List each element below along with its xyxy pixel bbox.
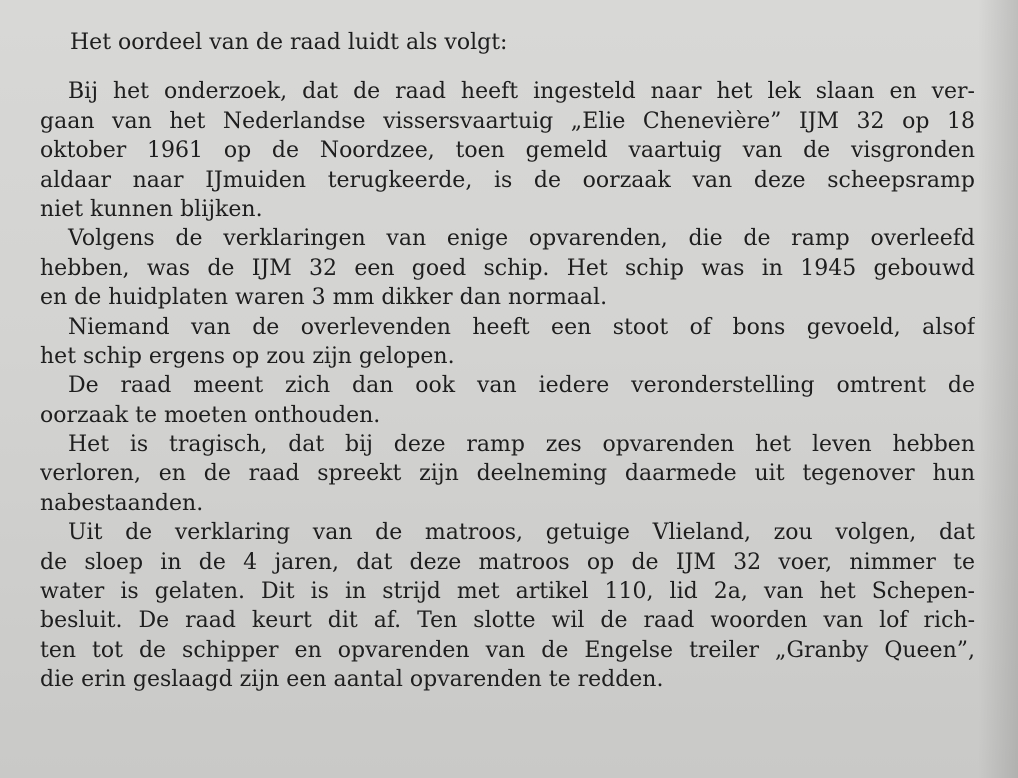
document-body [40,28,975,695]
paragraph-line: Het is tragisch, dat bij deze ramp zes opvarenden het leven hebben [68,432,975,458]
paragraph-line: niet kunnen blijken. [40,196,263,222]
paragraph-line: de sloep in de 4 jaren, dat deze matroos op de IJM 32 voer, nimmer te [40,549,975,575]
paragraph-line: verloren, en de raad spreekt zijn deelneming daarmede uit tegenover hun [40,461,975,487]
paragraph-line: oorzaak te moeten onthouden. [40,402,381,428]
document-heading: Het oordeel van de raad luidt als volgt: [70,30,508,55]
paragraph [40,430,975,518]
paragraph [40,371,975,430]
paragraph-line: Niemand van de overlevenden heeft een stoot of bons gevoeld, alsof [68,314,975,340]
paragraph-line: Uit de verklaring van de matroos, getuige Vlieland, zou volgen, dat [68,520,975,546]
paragraph-line: ten tot de schipper en opvarenden van de Engelse treiler „Granby Queen”, [40,637,975,663]
paragraph-line: water is gelaten. Dit is in strijd met artikel 110, lid 2a, van het Schepen- [40,579,975,605]
paragraph [40,224,975,312]
paragraph-line: hebben, was de IJM 32 een goed schip. Het schip was in 1945 gebouwd [40,255,975,281]
paragraph-line: aldaar naar IJmuiden terugkeerde, is de oorzaak van deze scheepsramp [40,167,975,193]
paragraph-line: Bij het onderzoek, dat de raad heeft ingesteld naar het lek slaan en ver- [68,79,975,105]
paragraph [40,518,975,694]
paragraph-line: en de huidplaten waren 3 mm dikker dan normaal. [40,285,608,311]
paragraph [40,77,975,224]
paragraph [40,313,975,372]
paragraph-line: oktober 1961 op de Noordzee, toen gemeld vaartuig van de visgronden [40,138,975,164]
paragraph-line: besluit. De raad keurt dit af. Ten slotte wil de raad woorden van lof rich- [40,608,975,634]
paragraph-line: die erin geslaagd zijn een aantal opvarenden te redden. [40,667,664,693]
paragraph-line: gaan van het Nederlandse vissersvaartuig „Elie Chenevière” IJM 32 op 18 [40,108,975,134]
paragraph-line: het schip ergens op zou zijn gelopen. [40,343,455,369]
paragraph-line: De raad meent zich dan ook van iedere veronderstelling omtrent de [68,373,975,399]
paragraph-line: nabestaanden. [40,490,204,516]
paragraph-line: Volgens de verklaringen van enige opvarenden, die de ramp overleefd [68,226,975,252]
